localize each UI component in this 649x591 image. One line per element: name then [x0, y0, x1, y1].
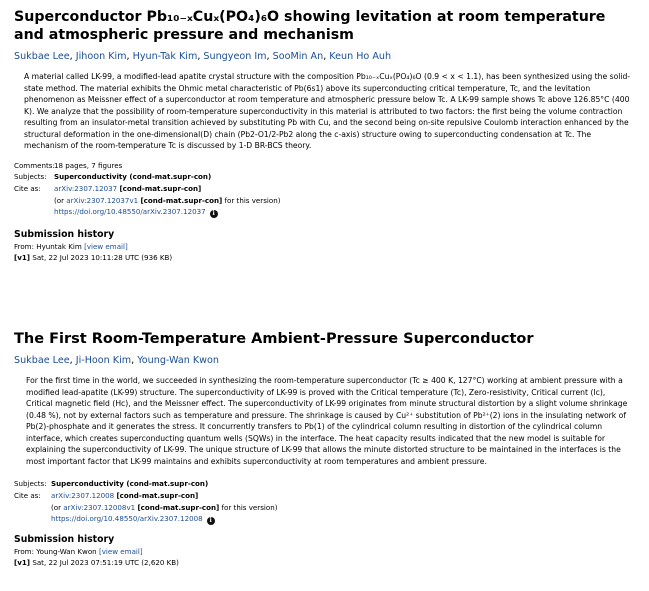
- paper-title: Superconductor Pb₁₀₋ₓCuₓ(PO₄)₆O showing levitation at room temperature and atmospheric pressure and mechanism: [14, 9, 606, 43]
- or-prefix: (or: [54, 195, 67, 205]
- doi-link[interactable]: https://doi.org/10.48550/arXiv.2307.12008: [51, 514, 203, 524]
- submitter-line: [14, 547, 638, 558]
- version-category: [cond-mat.supr-con]: [137, 502, 220, 512]
- submission-history-heading: Submission history: [14, 534, 115, 546]
- paper-entry-2: [14, 330, 638, 568]
- submitter-line: [14, 242, 638, 253]
- arxiv-version-link[interactable]: arXiv:2307.12008v1: [63, 502, 136, 512]
- author-link[interactable]: Sukbae Lee: [14, 51, 70, 62]
- version-date: Sat, 22 Jul 2023 07:51:19 UTC (2,620 KB): [32, 557, 179, 567]
- cite-label: Cite as:: [14, 490, 41, 500]
- version-date: Sat, 22 Jul 2023 10:11:28 UTC (936 KB): [32, 252, 173, 262]
- author-link[interactable]: Jihoon Kim: [75, 51, 127, 62]
- abstract: For the first time in the world, we succeeded in synthesizing the room-temperature superconductor (Tc ≥ 400 K, 127°C) working at ambient pressure with a modified lead-apatite (LK-99) structure. The superconductivity of LK-99 is proved with the Critical temperature (Tc), Zero-resistivity, Critical current (Ic), Critical magnetic field (Hc), and the Meissner effect. The superconductivity of LK-99 originates from minute structural distortion by a slight volume shrinkage (0.48 %), not by external factors such as temperature and pressure. The shrinkage is caused by Cu²⁺ substitution of Pb²⁺(2) ions in the insulating network of Pb(2)-phosphate and it generates the stress. It concurrently transfers to Pb(1) of the cylindrical column resulting in distortion of the cylindrical column interface, which creates superconducting quantum wells (SQWs) in the interface. The heat capacity results indicated that the new model is suitable for explaining the superconductivity of LK-99. The unique structure of LK-99 that allows the minute distorted structure to be maintained in the interfaces is the most important factor that LK-99 maintains and exhibits superconductivity at room temperatures and ambient pressure.: [26, 376, 628, 466]
- author-link[interactable]: Hyun-Tak Kim: [132, 51, 198, 62]
- subjects-row: [14, 171, 638, 183]
- doi-link[interactable]: https://doi.org/10.48550/arXiv.2307.12037: [54, 207, 206, 217]
- arxiv-id-link[interactable]: arXiv:2307.12008: [51, 490, 115, 500]
- doi-row: [14, 513, 638, 525]
- author-list: Sukbae Lee, Ji-Hoon Kim, Young-Wan Kwon: [14, 355, 219, 366]
- author-link[interactable]: Sukbae Lee: [14, 355, 70, 366]
- view-email-link[interactable]: [view email]: [98, 547, 143, 557]
- from-prefix: From:: [14, 242, 37, 252]
- arxiv-category: [cond-mat.supr-con]: [116, 490, 199, 500]
- subjects-row: [14, 478, 638, 490]
- subjects-value: Superconductivity (cond-mat.supr-con): [54, 172, 212, 182]
- arxiv-id-link[interactable]: arXiv:2307.12037: [54, 184, 118, 194]
- metadata-table: [14, 160, 638, 218]
- comments-row: [14, 160, 638, 172]
- info-icon[interactable]: i: [210, 210, 218, 218]
- doi-row: [14, 206, 638, 218]
- comments-value: 18 pages, 7 figures: [54, 160, 123, 170]
- version-tag: [v1]: [14, 252, 31, 262]
- cite-row: [14, 490, 638, 502]
- author-list: Sukbae Lee, Jihoon Kim, Hyun-Tak Kim, Sungyeon Im, SooMin An, Keun Ho Auh: [14, 51, 392, 62]
- cite-row: [14, 183, 638, 195]
- version-suffix: for this version): [221, 502, 278, 512]
- info-icon[interactable]: i: [207, 517, 215, 525]
- subjects-label: Subjects:: [14, 479, 47, 489]
- version-suffix: for this version): [224, 195, 281, 205]
- submission-history-heading: Submission history: [14, 229, 115, 241]
- arxiv-category: [cond-mat.supr-con]: [119, 184, 202, 194]
- comments-label: Comments:: [14, 160, 55, 170]
- cite-label: Cite as:: [14, 184, 41, 194]
- author-link[interactable]: SooMin An: [272, 51, 324, 62]
- paper-title: The First Room-Temperature Ambient-Pressure Superconductor: [14, 331, 534, 347]
- abstract: A material called LK-99, a modified-lead apatite crystal structure with the composition Pb₁₀₋ₓCuₓ(PO₄)₆O (0.9 < x < 1.1), has been synthesized using the solid-state method. The material exhibits the Ohmic metal characteristic of Pb(6s1) above its superconducting critical temperature, Tc, and the levitation phenomenon as Meissner effect of a superconductor at room temperature and atmospheric pressure below Tc. A LK-99 sample shows Tc above 126.85°C (400 K). We analyze that the possibility of room-temperature superconductivity in this material is attributed to two factors: the first being the volume contraction resulting from an insulator-metal transition achieved by substituting Pb with Cu, and the second being on-site repulsive Coulomb interaction enhanced by the structural deformation in the one-dimensional(D) chain (Pb2-O1/2-Pb2 along the c-axis) structure owing to superconducting condensation at Tc. The mechanism of the room-temperature Tc is discussed by 1-D BR-BCS theory.: [24, 72, 631, 151]
- arxiv-version-link[interactable]: arXiv:2307.12037v1: [66, 195, 139, 205]
- version-tag: [v1]: [14, 557, 31, 567]
- author-link[interactable]: Ji-Hoon Kim: [75, 355, 132, 366]
- submitter-name: Hyuntak Kim: [36, 242, 82, 252]
- version-cite-row: [14, 195, 638, 207]
- from-prefix: From:: [14, 547, 37, 557]
- version-line: [14, 558, 638, 569]
- subjects-value: Superconductivity (cond-mat.supr-con): [51, 479, 209, 489]
- version-cite-row: [14, 502, 638, 514]
- version-category: [cond-mat.supr-con]: [140, 195, 223, 205]
- or-prefix: (or: [51, 502, 64, 512]
- version-line: [14, 253, 638, 264]
- metadata-table: [14, 478, 638, 525]
- view-email-link[interactable]: [view email]: [84, 242, 128, 252]
- author-link[interactable]: Keun Ho Auh: [329, 51, 392, 62]
- paper-entry-1: [14, 8, 638, 263]
- author-link[interactable]: Sungyeon Im: [203, 51, 267, 62]
- submitter-name: Young-Wan Kwon: [36, 547, 97, 557]
- author-link[interactable]: Young-Wan Kwon: [137, 355, 219, 366]
- subjects-label: Subjects:: [14, 172, 47, 182]
